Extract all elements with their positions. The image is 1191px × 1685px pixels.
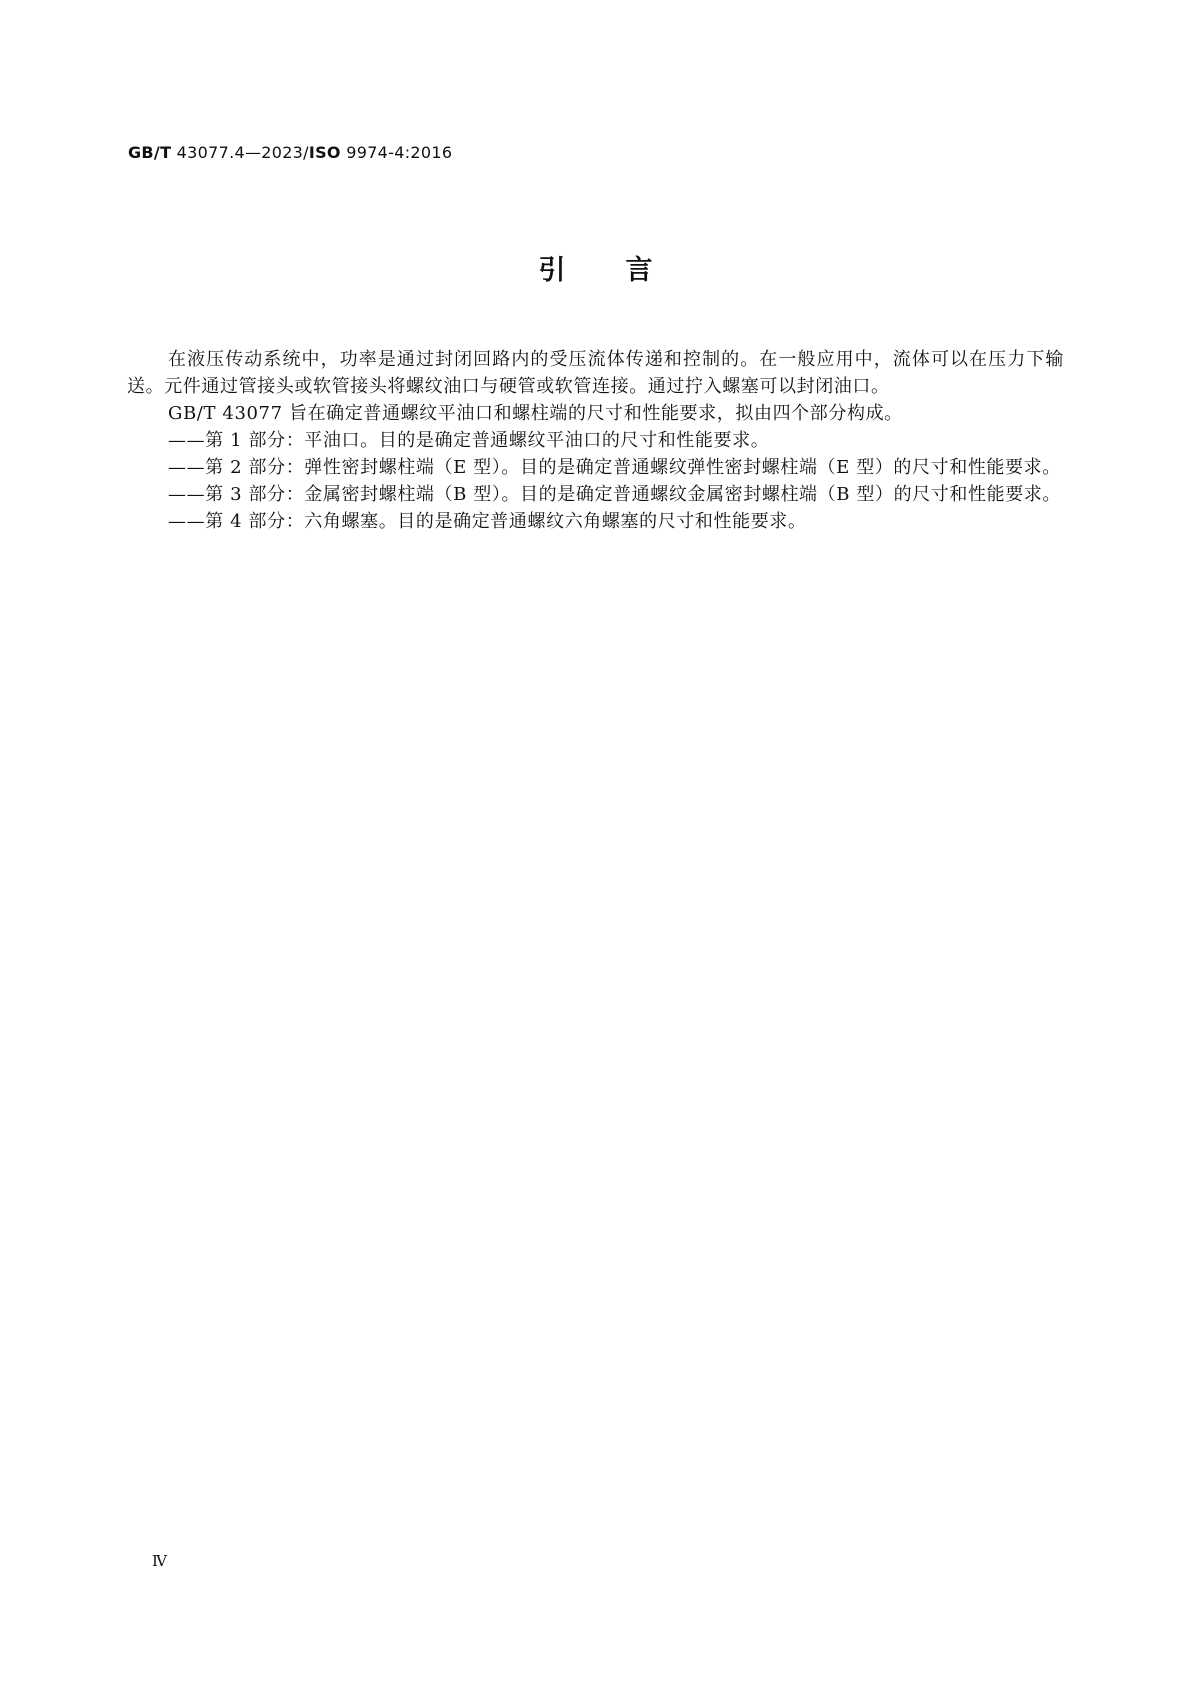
intro-paragraph-2: GB/T 43077 旨在确定普通螺纹平油口和螺柱端的尺寸和性能要求，拟由四个部分构成。: [168, 403, 903, 424]
page-title: 引言: [538, 255, 713, 286]
page-number: Ⅳ: [152, 1552, 167, 1570]
iso-number: 9974-4:2016: [340, 143, 453, 162]
standard-number-header: [128, 143, 452, 162]
part-list-item-2: ——第 2 部分：弹性密封螺柱端（E 型）。目的是确定普通螺纹弹性密封螺柱端（E 型）的尺寸和性能要求。: [168, 457, 1061, 478]
iso-prefix: ISO: [308, 143, 341, 162]
standard-prefix: GB/T: [128, 143, 172, 162]
intro-paragraph-1: 在液压传动系统中，功率是通过封闭回路内的受压流体传递和控制的。在一般应用中，流体可以在压力下输送。元件通过管接头或软管接头将螺纹油口与硬管或软管连接。通过拧入螺塞可以封闭油口。: [127, 349, 1064, 397]
part-list-item-1: ——第 1 部分：平油口。目的是确定普通螺纹平油口的尺寸和性能要求。: [168, 430, 770, 451]
standard-number: 43077.4—2023/: [171, 143, 309, 162]
part-list-item-3: ——第 3 部分：金属密封螺柱端（B 型）。目的是确定普通螺纹金属密封螺柱端（B 型）的尺寸和性能要求。: [168, 484, 1061, 505]
introduction-body: [127, 346, 1064, 535]
part-list-item-4: ——第 4 部分：六角螺塞。目的是确定普通螺纹六角螺塞的尺寸和性能要求。: [168, 511, 807, 532]
